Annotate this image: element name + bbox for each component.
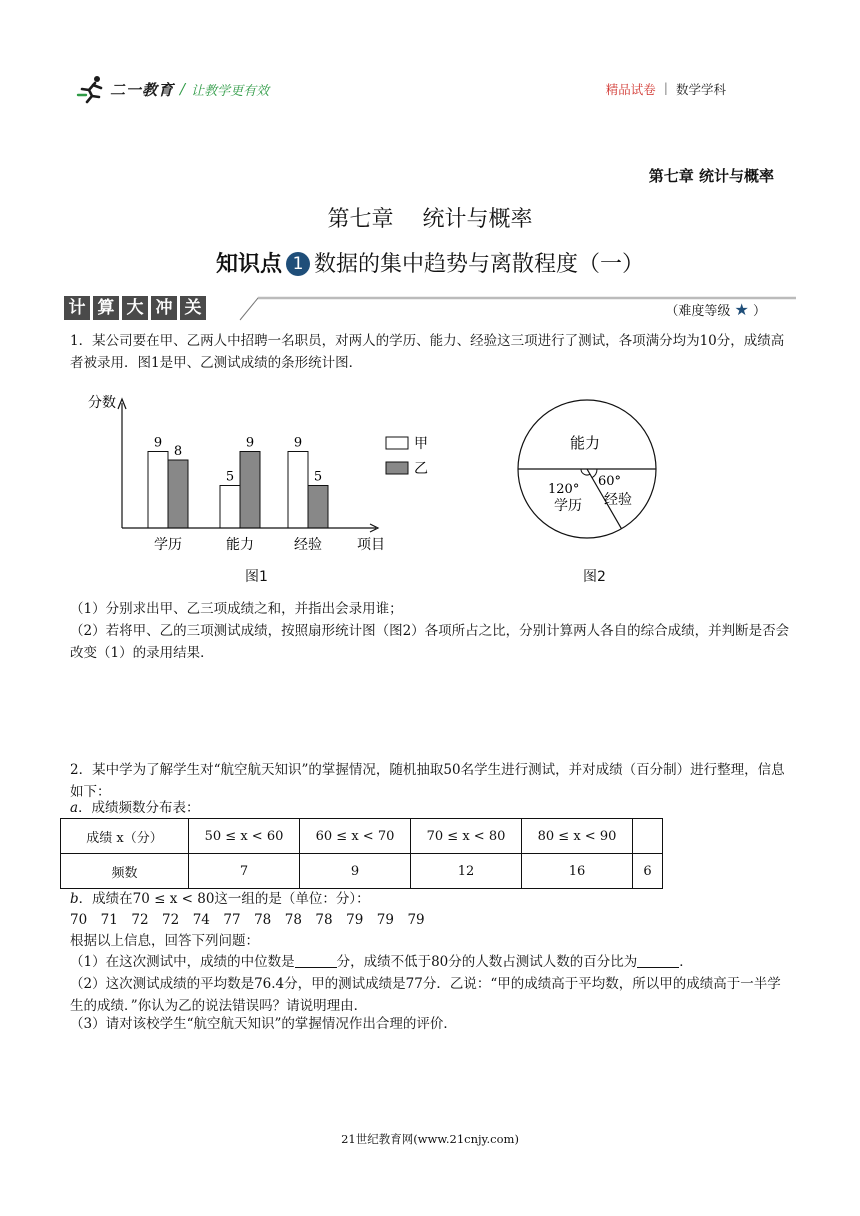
figure-2-pie-chart — [512, 398, 662, 548]
logo-text: 二一教育 — [110, 80, 175, 99]
figure-2-caption: 图2 — [583, 569, 606, 585]
header-subject: 数学学科 — [675, 82, 726, 97]
answer-blank-median[interactable] — [295, 953, 337, 968]
table-cell: 9 — [300, 854, 411, 889]
banner-char: 关 — [180, 296, 206, 320]
a-label: a — [70, 800, 79, 816]
table-cell: 7 — [189, 854, 300, 889]
part-1-text-c: ． — [679, 954, 693, 970]
bar-value-label: 9 — [293, 435, 303, 451]
header-divider: | — [663, 80, 668, 95]
bar-jia-0 — [148, 452, 168, 529]
table-header-cell: 50 ≤ x < 60 — [189, 819, 300, 854]
pie-label-education: 学历 — [554, 498, 582, 514]
difficulty-prefix: （难度等级 — [665, 304, 731, 319]
category-tick-label: 学历 — [154, 537, 182, 553]
b-label: b — [70, 891, 79, 907]
category-tick-label: 经验 — [294, 537, 322, 553]
score-list: 70 71 72 72 74 77 78 78 78 79 79 79 — [70, 912, 425, 928]
knowledge-point-title — [0, 247, 860, 278]
question-2-intro: 2．某中学为了解学生对“航空航天知识”的掌握情况，随机抽取50名学生进行测试，并对成绩（百分制）进行整理，信息如下： — [70, 762, 785, 800]
chapter-title: 第七章 统计与概率 — [327, 207, 533, 232]
part-1-text-b: 分，成绩不低于80分的人数占测试人数的百分比为 — [336, 954, 638, 970]
banner-char: 算 — [93, 296, 119, 320]
bar-value-label: 5 — [313, 469, 323, 485]
bar-value-label: 8 — [173, 444, 183, 459]
pie-label-ability: 能力 — [570, 434, 601, 452]
difficulty-rating — [665, 300, 766, 319]
legend-label-yi: 乙 — [414, 461, 428, 477]
question-2-prompt: 根据以上信息，回答下列问题： — [70, 933, 259, 949]
header-right — [606, 80, 726, 98]
table-header-cell: 60 ≤ x < 70 — [300, 819, 411, 854]
b-text: ．成绩在70 ≤ x < 80这一组的是（单位：分）： — [78, 891, 370, 907]
a-text: ．成绩频数分布表： — [78, 800, 200, 816]
legend-label-jia: 甲 — [414, 436, 428, 452]
pie-label-120: 120° — [548, 482, 580, 497]
knowledge-point-text: 数据的集中趋势与离散程度（一） — [314, 252, 645, 277]
question-2-b-line — [70, 888, 792, 910]
knowledge-point-number: 1 — [286, 252, 310, 276]
table-header-cell — [633, 819, 663, 854]
y-axis-label: 分数 — [88, 395, 116, 411]
question-1-part-2: （2）若将甲、乙的三项测试成绩，按照扇形统计图（图2）各项所占之比，分别计算两人各自的综合成绩，并判断是否会改变（1）的录用结果． — [70, 623, 790, 661]
table-header-cell: 70 ≤ x < 80 — [411, 819, 522, 854]
table-cell: 6 — [633, 854, 663, 889]
star-icon: ★ — [734, 300, 749, 319]
pie-label-60: 60° — [598, 474, 622, 489]
table-header-cell: 80 ≤ x < 90 — [522, 819, 633, 854]
header-logo — [76, 74, 269, 104]
question-1-text: 1．某公司要在甲、乙两人中招聘一名职员，对两人的学历、能力、经验这三项进行了测试，各项满分均为10分，成绩高者被录用．图1是甲、乙测试成绩的条形统计图． — [70, 333, 785, 371]
bar-jia-1 — [220, 486, 240, 529]
banner-char: 冲 — [151, 296, 177, 320]
table-cell: 频数 — [61, 854, 189, 889]
banner-char: 大 — [122, 296, 148, 320]
answer-blank-percentage[interactable] — [637, 953, 679, 968]
legend-swatch-yi — [386, 462, 408, 474]
question-2-part-1 — [70, 951, 792, 973]
bar-yi-0 — [168, 460, 188, 528]
frequency-table — [60, 818, 663, 889]
chapter-running-title: 第七章 统计与概率 — [648, 167, 774, 185]
bar-value-label: 9 — [245, 435, 255, 451]
section-banner — [64, 296, 209, 322]
banner-char: 计 — [64, 296, 90, 320]
table-row — [61, 854, 663, 889]
figure-1-bar-chart — [70, 385, 428, 585]
table-header-row — [61, 819, 663, 854]
table-header-cell: 成绩 x（分） — [61, 819, 189, 854]
runner-logo-icon — [76, 75, 108, 103]
knowledge-point-label: 知识点 — [215, 252, 282, 277]
bar-value-label: 5 — [225, 469, 235, 485]
header-tag: 精品试卷 — [605, 82, 656, 97]
bar-yi-1 — [240, 452, 260, 529]
difficulty-suffix: ） — [752, 304, 766, 319]
bar-value-label: 9 — [153, 435, 163, 451]
legend-swatch-jia — [386, 437, 408, 449]
table-cell: 12 — [411, 854, 522, 889]
table-cell: 16 — [522, 854, 633, 889]
question-2-part-3: （3）请对该校学生“航空航天知识”的掌握情况作出合理的评价． — [70, 1016, 457, 1032]
bar-jia-2 — [288, 452, 308, 529]
x-axis-label: 项目 — [357, 537, 385, 553]
pie-label-experience: 经验 — [604, 492, 632, 508]
logo-slogan: 让教学更有效 — [191, 83, 270, 99]
page-footer: 21世纪教育网(www.21cnjy.com) — [341, 1132, 519, 1146]
figure-1-caption: 图1 — [245, 569, 268, 585]
question-2-part-2: （2）这次测试成绩的平均数是76.4分，甲的测试成绩是77分．乙说：“甲的成绩高于平均数，所以甲的成绩高于一半学生的成绩．”你认为乙的说法错误吗？请说明理由． — [70, 976, 781, 1014]
part-1-text-a: （1）在这次测试中，成绩的中位数是 — [70, 954, 295, 970]
category-tick-label: 能力 — [226, 537, 254, 553]
logo-separator: / — [180, 80, 186, 98]
question-1-part-1: （1）分别求出甲、乙三项成绩之和，并指出会录用谁； — [70, 601, 403, 617]
bar-yi-2 — [308, 486, 328, 529]
question-2-a-line — [70, 797, 792, 819]
